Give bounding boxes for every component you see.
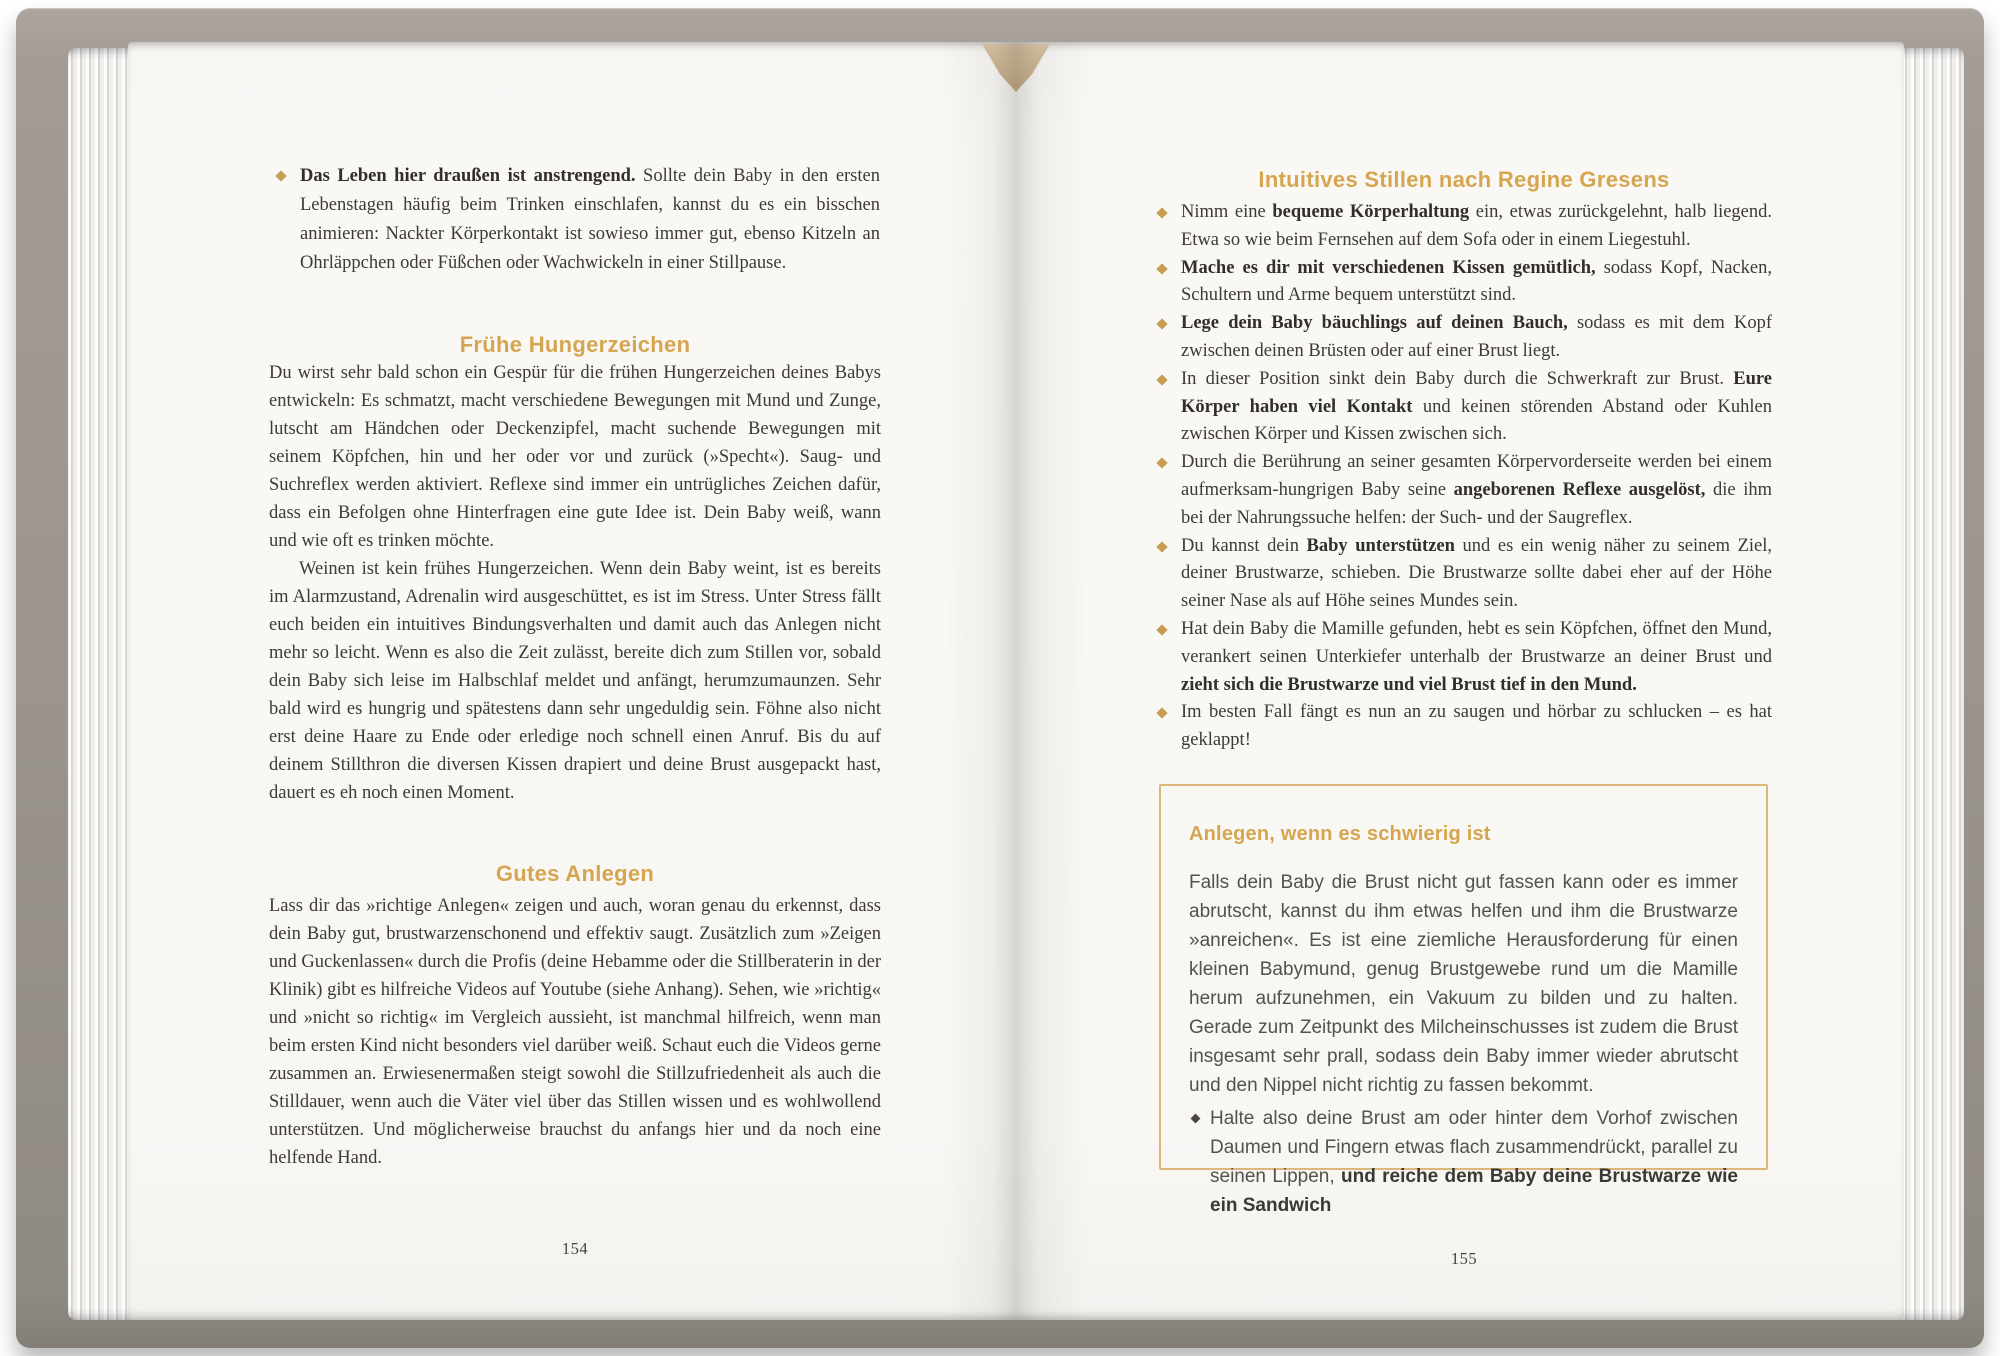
paragraph: Du wirst sehr bald schon ein Gespür für die frühen Hungerzeichen deines Babys entwickeln: Es schmatzt, macht verschiedene Bewegungen mit Mund und Zunge, lutscht am Händchen oder Deckenzipfel, macht suchende Bewegungen mit seinem Köpfchen, hin und her oder vor und zurück (»Specht«). Saug- und Suchreflex werden aktiviert. Reflexe sind immer ein untrügliches Zeichen dafür, dass ein Befolgen ohne Hinterfragen eine gute Idee ist. Dein Baby weiß, wann und wie oft es trinken möchte.: [269, 363, 881, 551]
list-item: [274, 162, 880, 278]
section-heading: Frühe Hungerzeichen: [459, 332, 691, 357]
list-item: [1156, 199, 1772, 255]
book-cover: [16, 8, 1984, 1348]
bullet-diamond-icon: [1156, 708, 1167, 719]
bullet-diamond-icon: [275, 170, 286, 181]
list-item-text: Durch die Berührung an seiner gesamten Körpervorderseite werden bei einem aufmerksam-hungrigen Baby seine angeborenen Reflexe ausgelöst, die ihm bei der Nahrungssuche helfen: der Such- und der Saugreflex.: [1181, 452, 1772, 528]
list-item-text: In dieser Position sinkt dein Baby durch die Schwerkraft zur Brust. Eure Körper haben viel Kontakt und keinen störenden Abstand oder Kuhlen zwischen Körper und Kissen zwischen sich.: [1181, 368, 1772, 445]
gutter-shadow: [944, 42, 1088, 1320]
paragraph: Weinen ist kein frühes Hungerzeichen. Wenn dein Baby weint, ist es bereits im Alarmzustand, Adrenalin wird ausgeschüttet, es ist im Stress. Unter Stress fällt euch beiden ein intuitives Bindungsverhalten und damit auch das Anlegen nicht mehr so leicht. Wenn es also die Zeit zulässt, bereite dich zum Stillen vor, sobald dein Baby sich leise im Halbschlaf meldet und anfängt, herumzumaunzen. Sehr bald wird es hungrig und spätestens dann sehr ungeduldig sein. Föhne also nicht erst deine Haare zu Ende oder erledige noch schnell einen Anruf. Bis du auf deinem Stillthron die diversen Kissen drapiert und deine Brust ausgepackt hast, dauert es eh noch einen Moment.: [269, 559, 881, 803]
callout-heading: Anlegen, wenn es schwierig ist: [1189, 823, 1491, 845]
list-item: [1156, 449, 1772, 532]
section-body: [269, 892, 881, 1172]
section-body: [269, 359, 881, 807]
bullet-diamond-icon: [1156, 319, 1167, 330]
list-item: [1156, 255, 1772, 311]
section-heading: Intuitives Stillen nach Regine Gresens: [1258, 167, 1670, 192]
bullet-diamond-icon: [1156, 458, 1167, 469]
bullet-diamond-icon: [1156, 207, 1167, 218]
bullet-diamond-icon: [1156, 263, 1167, 274]
list-item: [1156, 533, 1772, 616]
list-item-text: Halte also deine Brust am oder hinter dem Vorhof zwischen Daumen und Fingern etwas flach zusammendrückt, parallel zu seinen Lippen, und reiche dem Baby deine Brustwarze wie ein Sandwich: [1210, 1108, 1738, 1216]
page-edges-left: [68, 48, 130, 1320]
list-item: [1156, 616, 1772, 699]
list-item-text: Lege dein Baby bäuchlings auf deinen Bauch, sodass es mit dem Kopf zwischen deinen Brüsten oder auf einer Brust liegt.: [1181, 313, 1773, 361]
list-item-text: Du kannst dein Baby unterstützen und es ein wenig näher zu seinem Ziel, deiner Brustwarze, schieben. Die Brustwarze sollte dabei eher auf der Höhe seiner Nase als auf Höhe seines Mundes sein.: [1181, 535, 1772, 612]
bullet-diamond-icon: [1156, 374, 1167, 385]
bullet-diamond-icon: [1156, 624, 1167, 635]
list-item-text: Das Leben hier draußen ist anstrengend. Sollte dein Baby in den ersten Lebenstagen häufig beim Trinken einschlafen, kannst du es ein bisschen animieren: Nackter Körperkontakt ist sowieso immer gut, ebenso Kitzeln an Ohrläppchen oder Füßchen oder Wachwickeln in einer Stillpause.: [300, 166, 880, 273]
bullet-diamond-icon: [1156, 541, 1167, 552]
page-edges-right: [1902, 48, 1964, 1320]
list-item-text: Hat dein Baby die Mamille gefunden, hebt es sein Köpfchen, öffnet den Mund, verankert seinen Unterkiefer unterhalb der Brustwarze an deiner Brust und zieht sich die Brustwarze und viel Brust tief in den Mund.: [1181, 618, 1772, 695]
bullet-diamond-icon: [1191, 1114, 1201, 1124]
list-item-text: Nimm eine bequeme Körperhaltung ein, etwas zurückgelehnt, halb liegend. Etwa so wie beim Fernsehen auf dem Sofa oder in einem Liegestuhl.: [1181, 202, 1773, 250]
list-item: [1156, 366, 1772, 449]
section-heading: Gutes Anlegen: [495, 861, 655, 886]
bullet-list: [1156, 199, 1772, 755]
paragraph: Lass dir das »richtige Anlegen« zeigen und auch, woran genau du erkennst, dass dein Baby gut, brustwarzenschonend und effektiv saugt. Zusätzlich zum »Zeigen und Guckenlassen« durch die Profis (deine Hebamme oder die Stillberaterin in der Klinik) gibt es hilfreiche Videos auf Youtube (siehe Anhang). Sehen, wie »richtig« und »nicht so richtig« im Vergleich aussieht, ist manchmal hilfreich, wenn man beim ersten Kind nicht besonders viel darüber weiß. Schaut euch die Videos gerne zusammen an. Erwiesenermaßen steigt sowohl die Stillzufriedenheit als auch die Stilldauer, wenn auch die Väter viel über das Stillen wissen und es wohlwollend unterstützen. Und möglicherweise brauchst du anfangs hier und da noch eine helfende Hand.: [269, 896, 881, 1168]
list-item-text: Mache es dir mit verschiedenen Kissen gemütlich, sodass Kopf, Nacken, Schultern und Arme bequem unterstützt sind.: [1181, 257, 1772, 306]
page-number-left: 154: [561, 1239, 589, 1258]
page-number-right: 155: [1450, 1249, 1478, 1268]
callout-box: [1159, 784, 1768, 1216]
callout-paragraph: Falls dein Baby die Brust nicht gut fassen kann oder es immer abrutscht, kannst du ihm etwas helfen und ihm die Brustwarze »anreichen«. Es ist eine ziemliche Herausforderung für einen kleinen Babymund, genug Brustgewebe rund um die Mamille herum aufzunehmen, ein Vakuum zu bilden und zu halten. Gerade zum Zeitpunkt des Milcheinschusses ist zudem die Brust insgesamt sehr prall, sodass dein Baby immer wieder abrutscht und den Nippel nicht richtig zu fassen bekommt.: [1189, 872, 1738, 1096]
list-item: [1156, 699, 1772, 755]
list-item-text: Im besten Fall fängt es nun an zu saugen und hörbar zu schlucken – es hat geklappt!: [1181, 702, 1772, 751]
list-item: [1156, 310, 1772, 366]
callout-list-item: [1189, 1104, 1738, 1220]
